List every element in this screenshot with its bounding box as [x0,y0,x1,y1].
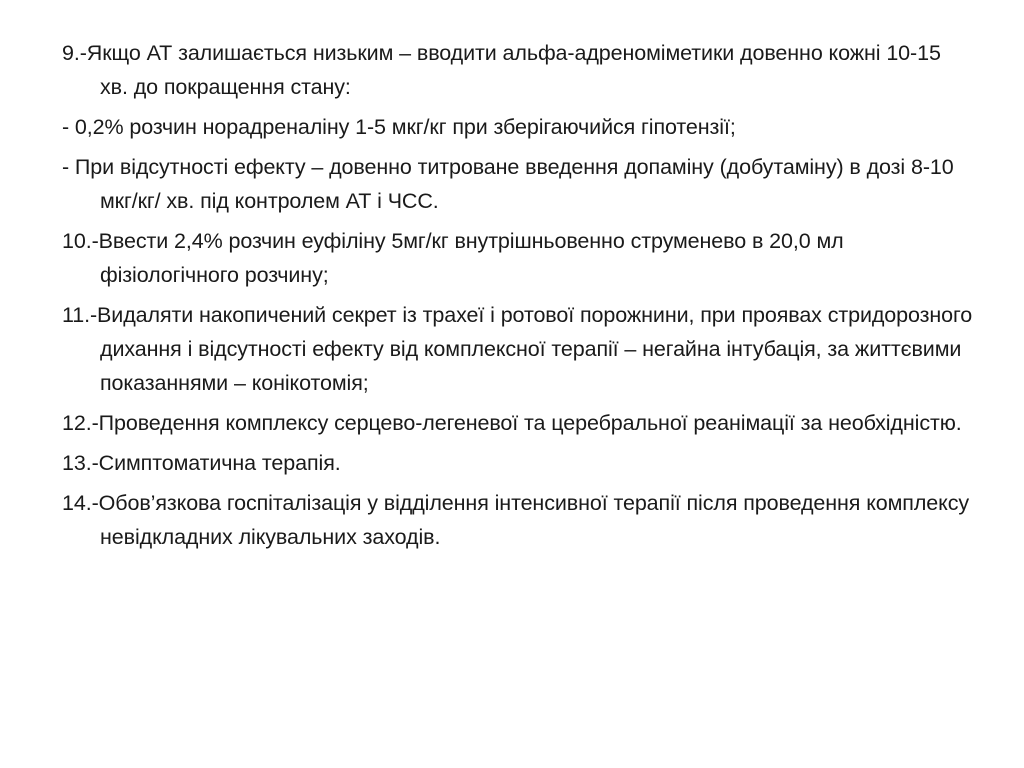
list-item-9: 9.-Якщо АТ залишається низьким – вводити альфа-адреноміметики довенно кожні 10-15 хв. до покращення стану: [62,41,941,99]
list-item-12: 12.-Проведення комплексу серцево-легеневої та церебральної реанімації за необхідністю. [62,411,962,435]
list-item-14: 14.-Обов’язкова госпіталізація у відділення інтенсивної терапії після проведення комплексу невідкладних лікувальних заходів. [62,491,969,549]
list-item-dopamine: - При відсутності ефекту – довенно титроване введення допаміну (добутаміну) в дозі 8-10 мкг/кг/ хв. під контролем АТ і ЧСС. [62,155,954,213]
list-item-noradrenaline: - 0,2% розчин норадреналіну 1-5 мкг/кг при зберігаючийся гіпотензії; [62,115,736,139]
slide-body-list [62,36,974,554]
list-item-13: 13.-Симптоматична терапія. [62,451,341,475]
list-item-10: 10.-Ввести 2,4% розчин еуфіліну 5мг/кг внутрішньовенно струменево в 20,0 мл фізіологічного розчину; [62,229,844,287]
list-item-11: 11.-Видаляти накопичений секрет із трахеї і ротової порожнини, при проявах стридорозного дихання і відсутності ефекту від комплексної терапії – негайна інтубація, за життєвими показаннями – конікотомія; [62,303,973,395]
